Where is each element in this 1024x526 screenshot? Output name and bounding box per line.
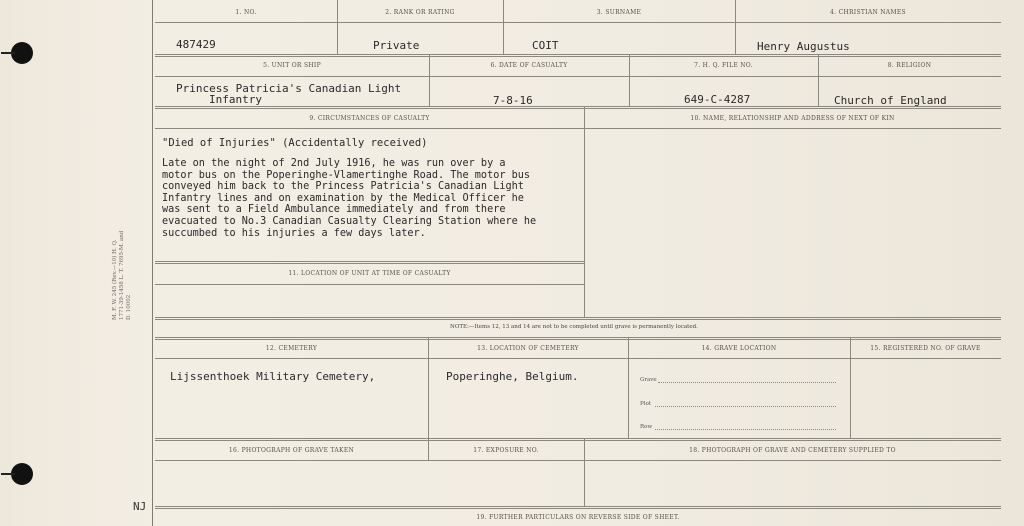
photograph-taken-label: 16. PHOTOGRAPH OF GRAVE TAKEN [228, 447, 355, 454]
next-of-kin-label: 10. NAME, RELATIONSHIP AND ADDRESS OF NEXT OF KIN [690, 115, 895, 122]
date-of-casualty-value: 7-8-16 [493, 94, 533, 107]
christian-names-value: Henry Augustus [757, 40, 850, 53]
surname-label: 3. SURNAME [596, 9, 642, 16]
hq-file-no-value: 649-C-4287 [684, 93, 751, 106]
location-of-unit-label: 11. LOCATION OF UNIT AT TIME OF CASUALTY [288, 270, 451, 277]
photograph-supplied-label: 18. PHOTOGRAPH OF GRAVE AND CEMETERY SUPPLIED TO [689, 447, 896, 454]
further-particulars-label: 19. FURTHER PARTICULARS ON REVERSE SIDE OF SHEET. [476, 514, 680, 521]
location-of-cemetery-value: Poperinghe, Belgium. [446, 370, 579, 383]
clerk-initials: NJ [133, 500, 147, 513]
circumstances-heading: "Died of Injuries" (Accidentally received) [162, 137, 428, 149]
circumstances-text: Late on the night of 2nd July 1916, he was run over by a motor bus on the Poperinghe-Vlamertinghe Road. The motor bus conveyed him back to the Princess Patricia's Canadian Light Infantry lines and on examination by the Medical Officer he was sent to a Field Ambulance immediately and from there evacuated to No.3 Canadian Casualty Clearing Station where he succumbed to his injuries a few days later. [162, 158, 537, 239]
rank-value: Private [373, 39, 420, 52]
form-reference: M. F. W. 245 (Rev.—10) H. Q. 1771-39-1458 L. T. 7695-M. and D. 10002 [112, 230, 132, 320]
cemetery-label: 12. CEMETERY [265, 345, 318, 352]
punch-hole-top [11, 42, 33, 64]
rank-label: 2. RANK OR RATING [385, 9, 455, 16]
surname-value: COIT [532, 39, 559, 52]
circumstances-label: 9. CIRCUMSTANCES OF CASUALTY [309, 115, 430, 122]
unit-value-line1: Princess Patricia's Canadian Light [176, 82, 402, 95]
plot-line-label: Plot [640, 401, 651, 407]
completion-note: NOTE:—Items 12, 13 and 14 are not to be completed until grave is permanently located. [450, 324, 698, 330]
service-number: 487429 [176, 38, 216, 51]
margin-line [152, 0, 153, 526]
row-line-label: Row [640, 424, 653, 430]
punch-hole-bottom [11, 463, 33, 485]
religion-label: 8. RELIGION [887, 62, 932, 69]
cemetery-value: Lijssenthoek Military Cemetery, [170, 370, 376, 383]
grave-location-label: 14. GRAVE LOCATION [701, 345, 777, 352]
unit-value-line2: Infantry [209, 93, 262, 106]
grave-line-label: Grave [640, 377, 657, 383]
exposure-no-label: 17. EXPOSURE NO. [473, 447, 539, 454]
location-of-cemetery-label: 13. LOCATION OF CEMETERY [477, 345, 579, 352]
christian-names-label: 4. CHRISTIAN NAMES [830, 9, 906, 16]
date-of-casualty-label: 6. DATE OF CASUALTY [490, 62, 568, 69]
registered-no-label: 15. REGISTERED NO. OF GRAVE [870, 345, 981, 352]
religion-value: Church of England [834, 94, 947, 107]
hq-file-no-label: 7. H. Q. FILE NO. [694, 62, 753, 69]
unit-label: 5. UNIT OR SHIP [263, 62, 321, 69]
no-label: 1. NO. [235, 9, 257, 16]
